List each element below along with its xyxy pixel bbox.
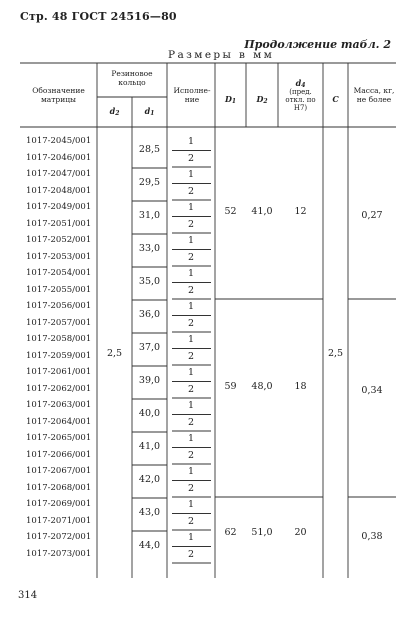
- version-cell: 2: [187, 284, 195, 296]
- matrix-designation-cell: 1017-2046/001: [26, 152, 92, 163]
- matrix-designation-cell: 1017-2058/001: [26, 334, 92, 344]
- matrix-designation-cell: 1017-2072/001: [26, 532, 92, 542]
- C-cell: 2,5: [327, 348, 344, 359]
- matrix-designation-cell: 1017-2052/001: [26, 235, 92, 245]
- matrix-designation-cell: 1017-2051/001: [26, 218, 92, 229]
- matrix-designation-cell: 1017-2057/001: [26, 317, 92, 328]
- mass-cell: 0,27: [361, 210, 383, 221]
- d1-cell: 28,5: [138, 144, 161, 156]
- sizes-caption: Размеры в мм: [168, 49, 275, 61]
- version-cell: 1: [187, 301, 195, 312]
- version-cell: 2: [187, 383, 195, 395]
- matrix-designation-cell: 1017-2055/001: [26, 284, 92, 295]
- version-cell: 2: [187, 251, 195, 263]
- matrix-designation-cell: 1017-2067/001: [26, 466, 92, 476]
- d4-cell: 12: [294, 206, 307, 217]
- d1-cell: 33,0: [138, 243, 161, 255]
- matrix-designation-cell: 1017-2045/001: [26, 136, 92, 146]
- rubber-ring-header: Резиновое кольцо: [111, 69, 153, 87]
- version-cell: 2: [187, 515, 195, 527]
- version-cell: 2: [187, 416, 195, 428]
- designation-header: Обозначение матрицы: [32, 86, 85, 104]
- matrix-designation-cell: 1017-2053/001: [26, 251, 92, 262]
- d2-header: d2: [109, 106, 120, 117]
- version-cell: 1: [187, 268, 195, 279]
- version-cell: 1: [187, 169, 195, 180]
- version-cell: 1: [187, 433, 195, 444]
- D1-cell: 52: [224, 206, 237, 217]
- d1-cell: 44,0: [138, 540, 161, 552]
- D1-cell: 62: [224, 527, 237, 538]
- version-cell: 2: [187, 185, 195, 197]
- version-cell: 1: [187, 532, 195, 543]
- matrix-designation-cell: 1017-2066/001: [26, 449, 92, 460]
- page-number: 314: [18, 590, 38, 601]
- version-cell: 2: [187, 482, 195, 494]
- matrix-designation-cell: 1017-2068/001: [26, 482, 92, 493]
- matrix-designation-cell: 1017-2064/001: [26, 416, 92, 427]
- mass-cell: 0,34: [361, 385, 383, 396]
- version-cell: 1: [187, 466, 195, 477]
- version-cell: 2: [187, 350, 195, 362]
- d4-tolerance-note: (пред. откл. по Н7): [285, 88, 316, 112]
- d2-cell: 2,5: [106, 348, 123, 359]
- D2-cell: 51,0: [251, 527, 273, 538]
- matrix-designation-cell: 1017-2071/001: [26, 515, 92, 526]
- matrix-designation-cell: 1017-2065/001: [26, 433, 92, 443]
- matrix-designation-cell: 1017-2073/001: [26, 548, 92, 559]
- D1-header: D1: [224, 94, 237, 105]
- version-cell: 1: [187, 367, 195, 378]
- d1-cell: 39,0: [138, 375, 161, 387]
- D2-cell: 41,0: [251, 206, 273, 217]
- d4-header: d4: [295, 78, 306, 89]
- version-cell: 2: [187, 317, 195, 329]
- d1-header: d1: [144, 106, 155, 117]
- version-cell: 1: [187, 136, 195, 147]
- d1-cell: 35,0: [138, 276, 161, 288]
- version-cell: 1: [187, 235, 195, 246]
- version-cell: 2: [187, 548, 195, 560]
- version-cell: 2: [187, 152, 195, 164]
- d1-cell: 41,0: [138, 441, 161, 453]
- d1-cell: 31,0: [138, 210, 161, 222]
- d4-cell: 20: [294, 527, 307, 538]
- mass-header: Масса, кг, не более: [353, 86, 395, 104]
- matrix-designation-cell: 1017-2062/001: [26, 383, 92, 394]
- d1-cell: 43,0: [138, 507, 161, 519]
- matrix-designation-cell: 1017-2059/001: [26, 350, 92, 361]
- d1-cell: 29,5: [138, 177, 161, 189]
- version-cell: 1: [187, 499, 195, 510]
- table-continuation-label: Продолжение табл. 2: [244, 38, 391, 51]
- C-header: C: [332, 94, 339, 104]
- version-cell: 1: [187, 202, 195, 213]
- matrix-designation-cell: 1017-2061/001: [26, 367, 92, 377]
- version-cell: 1: [187, 400, 195, 411]
- d1-cell: 36,0: [138, 309, 161, 321]
- matrix-designation-cell: 1017-2048/001: [26, 185, 92, 196]
- version-cell: 1: [187, 334, 195, 345]
- mass-cell: 0,38: [361, 531, 383, 542]
- D2-cell: 48,0: [251, 381, 273, 392]
- matrix-designation-cell: 1017-2069/001: [26, 499, 92, 509]
- matrix-designation-cell: 1017-2047/001: [26, 169, 92, 179]
- d1-cell: 42,0: [138, 474, 161, 486]
- matrix-designation-cell: 1017-2049/001: [26, 202, 92, 212]
- d1-cell: 37,0: [138, 342, 161, 354]
- d4-cell: 18: [294, 381, 307, 392]
- version-cell: 2: [187, 218, 195, 230]
- matrix-designation-cell: 1017-2063/001: [26, 400, 92, 410]
- D1-cell: 59: [224, 381, 237, 392]
- D2-header: D2: [256, 94, 268, 105]
- version-cell: 2: [187, 449, 195, 461]
- page-header: Стр. 48 ГОСТ 24516—80: [20, 10, 177, 23]
- matrix-designation-cell: 1017-2056/001: [26, 301, 92, 311]
- d1-cell: 40,0: [138, 408, 161, 420]
- version-header: Исполне-ние: [173, 86, 211, 104]
- matrix-designation-cell: 1017-2054/001: [26, 268, 92, 278]
